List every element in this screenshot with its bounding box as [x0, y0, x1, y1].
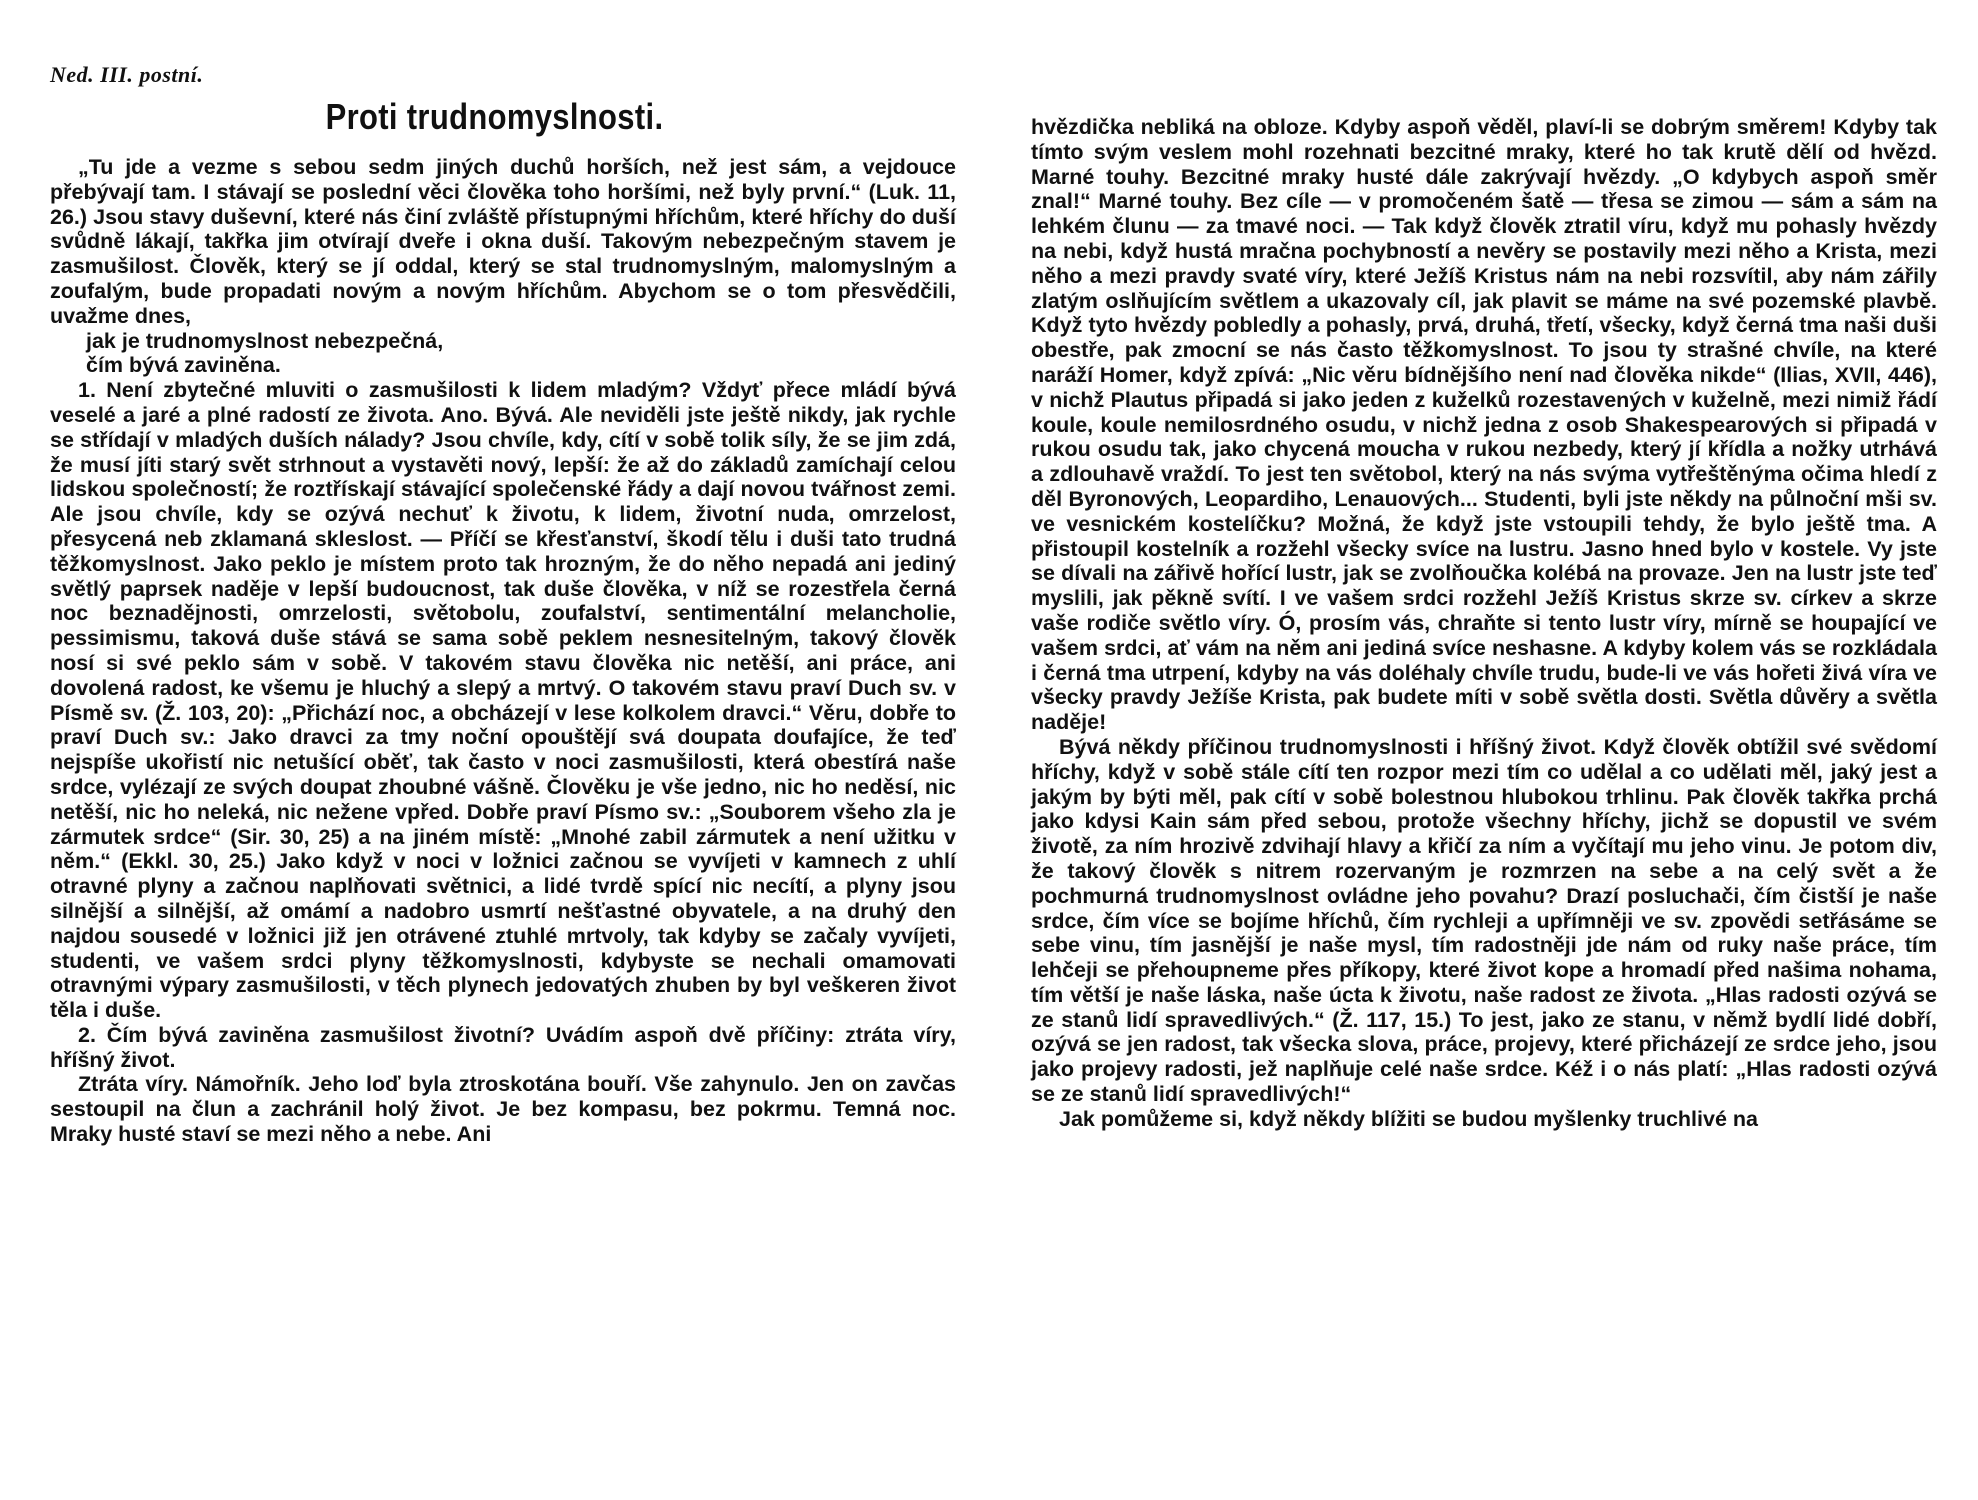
section-1-paragraph: 1. Není zbytečné mluviti o zasmušilosti k lidem mladým? Vždyť přece mládí bývá veselé a jaré a plné radostí ze života. Ano. Bývá. Ale neviděli jste ještě nikdy, jak rychle se střídají v mladých duších nálady? Jsou chvíle, kdy, cítí v sobě tolik síly, že se jim zdá, že musí jíti starý svět strhnout a vystavěti nový, lepší: že až do základů zamíchají celou lidskou společností; že roztřískají stávající společenské řády a dají novou tvářnost zemi. Ale jsou chvíle, kdy se ozývá nechuť k životu, k lidem, životní nuda, omrzelost, přesycená neb zklamaná skleslost. — Příčí se křesťanství, škodí tělu i duši tato trudná těžkomyslnost. Jako peklo je místem proto tak hrozným, že do něho nepadá ani jediný světlý paprsek naděje v lepší budoucnost, tak duše člověka, v níž se rozestřela černá noc beznadějnosti, omrzelosti, světobolu, zoufalství, sentimentální melancholie, pessimismu, taková duše stává se sama sobě peklem nesnesitelným, takový člověk nosí si své peklo sám v sobě. V takovém stavu člověka nic netěší, ani práce, ani dovolená radost, ke všemu je hluchý a slepý a mrtvý. O takovém stavu praví Duch sv. v Písmě sv. (Ž. 103, 20): „Přichází noc, a obcházejí v lese kolkolem dravci.“ Věru, dobře to praví Duch sv.: Jako dravci za tmy noční opouštějí svá doupata doufajíce, že teď nejspíše ukořistí nic netušící oběť, tak často v noci zasmušilosti, která obestírá naše srdce, vylézají ze svých doupat zhoubné vášně. Člověku je vše jedno, nic ho neděsí, nic netěší, nic ho neleká, nic nežene vpřed. Dobře praví Písmo sv.: „Souborem všeho zla je zármutek srdce“ (Sir. 30, 25) a na jiném místě: „Mnohé zabil zármutek a není užitku v něm.“ (Ekkl. 30, 25.) Jako když v noci v ložnici začnou se vyvíjeti v kamnech z uhlí otravné plyny a začnou naplňovati světnici, a lidé tvrdě spící nic necítí, a plyny jsou silnější a silnější, až omámí a nadobro usmrtí nešťastné obyvatele, a na druhý den najdou sousedé v ložnici již jen otrávené ztuhlé mrtvoly, tak kdyby se začaly vyvíjeti, studenti, ve vašem srdci plyny těžkomyslnosti, kdybyste se nechali omamovati otravnými výpary zasmušilosti, v těch plynech jedovatých zhuben by byl veškeren život těla i duše.: [50, 378, 956, 1023]
plan-point-2: čím bývá zaviněna.: [86, 353, 281, 378]
right-page-body: [1031, 115, 1937, 1132]
closing-paragraph: Jak pomůžeme si, když někdy blížiti se budou myšlenky truchlivé na: [1059, 1106, 1758, 1131]
left-page-body: [50, 155, 956, 1147]
sinful-life-paragraph: Bývá někdy příčinou trudnomyslnosti i hříšný život. Když člověk obtížil své svědomí hříchy, když v sobě stále cítí ten rozpor mezi tím co udělal a co udělati měl, jaký jest a jakým by býti měl, pak cítí v sobě bolestnou hlubokou trhlinu. Pak člověk takřka prchá jako kdysi Kain sám před sebou, protože všechny hříchy, jichž se dopustil ve svém životě, za ním hrozivě zdvihají hlavy a křičí za ním a vyčítají mu jeho vinu. Je potom div, že takový člověk s nitrem rozervaným je rozmrzen na sebe a na celý svět a že pochmurná trudnomyslnost ovládne jeho povahu? Drazí posluchači, čím čistší je naše srdce, čím více se bojíme hříchů, čím rychleji a upřímněji ve sv. zpovědi setřásáme se sebe vinu, tím jasnější je naše mysl, tím radostněji jde nám od ruky naše práce, tím lehčeji se přehoupneme přes příkopy, které život kope a hromadí před našima nohama, tím větší je naše láska, naše úcta k životu, naše radost ze života. „Hlas radosti ozývá se ze stanů lidí spravedlivých.“ (Ž. 117, 15.) To jest, jako ze stanu, v němž bydlí lidé dobří, ozývá se jen radost, tak všecka slova, práce, projevy, které přicházejí ze srdce jeho, jsou jako projevy radosti, jež naplňuje celé naše srdce. Kéž i o nás platí: „Hlas radosti ozývá se ze stanů lidí spravedlivých!“: [1031, 734, 1937, 1107]
running-header: Ned. III. postní.: [50, 62, 204, 87]
plan-point-1: jak je trudnomyslnost nebezpečná,: [86, 328, 444, 353]
intro-paragraph: „Tu jde a vezme s sebou sedm jiných duchů horších, než jest sám, a vejdouce přebývají tam. I stávají se poslední věci člověka toho horšími, než byly první.“ (Luk. 11, 26.) Jsou stavy duševní, které nás činí zvláště přístupnými hříchům, které hříchy do duší svůdně lákají, takřka jim otvírají dveře i okna duší. Takovým nebezpečným stavem je zasmušilost. Člověk, který se jí oddal, který se stal trudnomyslným, malomyslným a zoufalým, bude propadati novým a novým hříchům. Abychom se o tom přesvědčili, uvažme dnes,: [50, 155, 956, 328]
continued-paragraph: hvězdička nebliká na obloze. Kdyby aspoň věděl, plaví-li se dobrým směrem! Kdyby tak tímto svým veslem mohl rozehnati bezcitné mraky, které ho tak krutě dělí od hvězd. Marné touhy. Bezcitné mraky husté dále zakrývají hvězdy. „O kdybych aspoň směr znal!“ Marné touhy. Bez cíle — v promočeném šatě — třesa se zimou — sám a sám na lehkém člunu — za tmavé noci. — Tak když člověk ztratil víru, když mu pohasly hvězdy na nebi, když hustá mračna pochybností a nevěry se postavily mezi něho a Krista, mezi něho a mezi pravdy svaté víry, které Ježíš Kristus nám na nebi rozsvítil, aby nám zářily zlatým oslňujícím světlem a ukazovaly cíl, jak plavit se máme na své pozemské plavbě. Když tyto hvězdy pobledly a pohasly, prvá, druhá, třetí, všecky, když černá tma naši duši obestře, pak zmocní se nás často těžkomyslnost. To jsou ty strašné chvíle, na které naráží Homer, když zpívá: „Nic věru bídnějšího není nad člověka nikde“ (Ilias, XVII, 446), v nichž Plautus připadá si jako jeden z kuželků rozestavených v kuželně, mezi nimiž řádí koule, koule nemilosrdného osudu, v nichž jedna z osob Shakespearových si připadá v rukou osudu tak, jako chycená moucha v rukou nezbedy, který jí křídla a nožky utrhává a zdlouhavě vraždí. To jest ten světobol, který na nás svýma vytřeštěnýma očima hledí z děl Byronových, Leopardiho, Lenauových... Studenti, byli jste někdy na půlnoční mši sv. ve vesnickém kostelíčku? Možná, že když jste vstoupili tehdy, že bylo ještě tma. A přistoupil kostelník a rozžehl všecky svíce na lustru. Jasno hned bylo v kostele. Vy jste se dívali na zářivě hořící lustr, jak se zvolňoučka kolébá na provaze. Jen na lustr jste teď myslili, jak pěkně svítí. I ve vašem srdci rozžehl Ježíš Kristus skrze sv. církev a skrze vaše rodiče světlo víry. Ó, prosím vás, chraňte si tento lustr víry, mírně se houpající ve vašem srdci, ať vám na něm ani jediná svíce neshasne. A kdyby kolem vás se rozkládala i černá tma utrpení, kdyby na vás doléhaly chvíle trudu, bude-li ve vás hořeti živá víra ve všecky pravdy Ježíše Krista, pak budete míti v sobě světla dosti. Světla důvěry a světla naděje!: [1031, 115, 1937, 735]
sermon-title: Proti trudnomyslnosti.: [325, 96, 664, 137]
section-2-paragraph: 2. Čím bývá zaviněna zasmušilost životní? Uvádím aspoň dvě příčiny: ztráta víry, hříšný život.: [50, 1022, 956, 1072]
right-page: [989, 0, 1978, 1500]
loss-of-faith-paragraph: Ztráta víry. Námořník. Jeho loď byla ztroskotána bouří. Vše zahynulo. Jen on zavčas sestoupil na člun a zachránil holý život. Je bez kompasu, bez pokrmu. Temná noc. Mraky husté staví se mezi něho a nebe. Ani: [50, 1072, 956, 1147]
